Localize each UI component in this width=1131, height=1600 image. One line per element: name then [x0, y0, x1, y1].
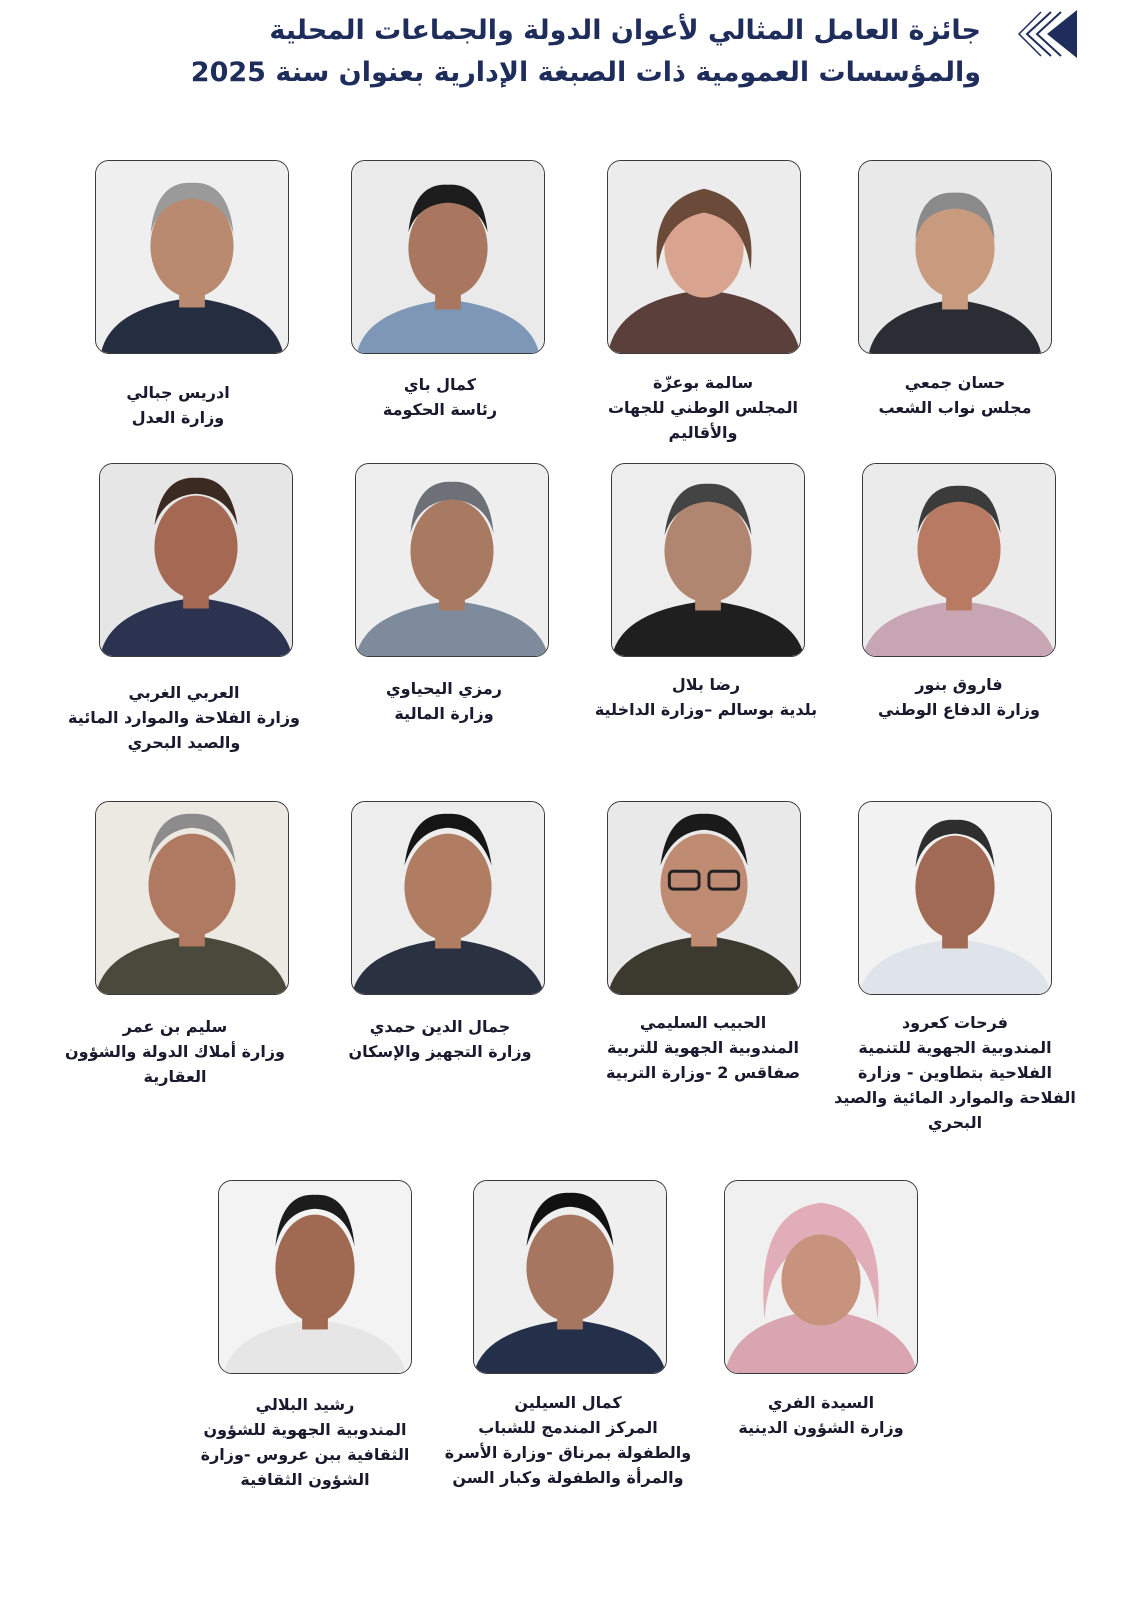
- person-caption: [830, 1010, 1080, 1135]
- portrait-photo: [95, 801, 289, 995]
- person-caption: [53, 380, 303, 430]
- portrait-photo: [473, 1180, 667, 1374]
- portrait-photo: [607, 160, 801, 354]
- portrait-photo: [351, 160, 545, 354]
- person-caption: [578, 370, 828, 445]
- person-affiliation: وزارة المالية: [394, 704, 494, 723]
- person-caption: [830, 370, 1080, 420]
- person-affiliation: المركز المندمج للشباب والطفولة بمرناق -وزارة الأسرة والمرأة والطفولة وكبار السن: [444, 1418, 692, 1487]
- person-name: رضا بلال: [671, 675, 741, 694]
- person-caption: [696, 1390, 946, 1440]
- person-affiliation: المندوبية الجهوية للشؤون الثقافية ببن عروس -وزارة الشؤون الثقافية: [200, 1420, 410, 1489]
- chevron-arrows-icon: [1017, 8, 1079, 60]
- person-caption: [180, 1392, 430, 1492]
- person-caption: [315, 1014, 565, 1064]
- person-name: السيدة الفري: [767, 1393, 875, 1412]
- portrait-photo: [99, 463, 293, 657]
- portrait-photo: [858, 160, 1052, 354]
- person-name: فرحات كعرود: [901, 1013, 1009, 1032]
- person-name: حسان جمعي: [904, 373, 1006, 392]
- person-affiliation: وزارة التجهيز والإسكان: [348, 1042, 532, 1061]
- person-name: كمال السيلين: [514, 1393, 622, 1412]
- person-name: رشيد البلالي: [255, 1395, 355, 1414]
- person-caption: [315, 372, 565, 422]
- person-name: فاروق بنور: [915, 675, 1003, 694]
- portrait-photo: [611, 463, 805, 657]
- person-affiliation: المجلس الوطني للجهات والأقاليم: [607, 398, 799, 442]
- person-name: الحبيب السليمي: [639, 1013, 767, 1032]
- person-affiliation: بلدية بوسالم –وزارة الداخلية: [594, 700, 818, 719]
- person-caption: [59, 680, 309, 755]
- title-line-1: جائزة العامل المثالي لأعوان الدولة والجماعات المحلية: [269, 15, 981, 46]
- person-caption: [834, 672, 1084, 722]
- portrait-photo: [95, 160, 289, 354]
- person-caption: [578, 1010, 828, 1085]
- person-affiliation: وزارة أملاك الدولة والشؤون العقارية: [65, 1042, 285, 1086]
- person-caption: [50, 1014, 300, 1089]
- person-affiliation: مجلس نواب الشعب: [878, 398, 1032, 417]
- person-caption: [319, 676, 569, 726]
- person-name: جمال الدين حمدي: [369, 1017, 511, 1036]
- person-name: كمال باي: [403, 375, 477, 394]
- person-caption: [581, 672, 831, 722]
- portrait-photo: [724, 1180, 918, 1374]
- portrait-photo: [355, 463, 549, 657]
- title-line-2: والمؤسسات العمومية ذات الصبغة الإدارية بعنوان سنة 2025: [190, 57, 981, 88]
- person-name: سالمة بوعزّة: [652, 373, 754, 392]
- person-affiliation: وزارة الشؤون الدينية: [738, 1418, 904, 1437]
- person-name: العربي الغربي: [128, 683, 240, 702]
- portrait-photo: [218, 1180, 412, 1374]
- person-affiliation: المندوبية الجهوية للتربية صفاقس 2 -وزارة التربية: [605, 1038, 801, 1082]
- person-affiliation: وزارة الفلاحة والموارد المائية والصيد البحري: [68, 708, 300, 752]
- person-name: رمزي اليحياوي: [385, 679, 502, 698]
- person-affiliation: وزارة العدل: [131, 408, 225, 427]
- person-affiliation: رئاسة الحكومة: [382, 400, 498, 419]
- page-header: [0, 0, 1131, 110]
- person-name: ادريس جبالي: [126, 383, 230, 402]
- person-affiliation: المندوبية الجهوية للتنمية الفلاحية بتطاوين - وزارة الفلاحة والموارد المائية والصيد البحري: [834, 1038, 1076, 1132]
- portrait-photo: [858, 801, 1052, 995]
- page-title: [81, 10, 981, 94]
- person-affiliation: وزارة الدفاع الوطني: [878, 700, 1040, 719]
- person-name: سليم بن عمر: [122, 1017, 228, 1036]
- portrait-photo: [351, 801, 545, 995]
- person-caption: [443, 1390, 693, 1490]
- portrait-photo: [607, 801, 801, 995]
- portrait-photo: [862, 463, 1056, 657]
